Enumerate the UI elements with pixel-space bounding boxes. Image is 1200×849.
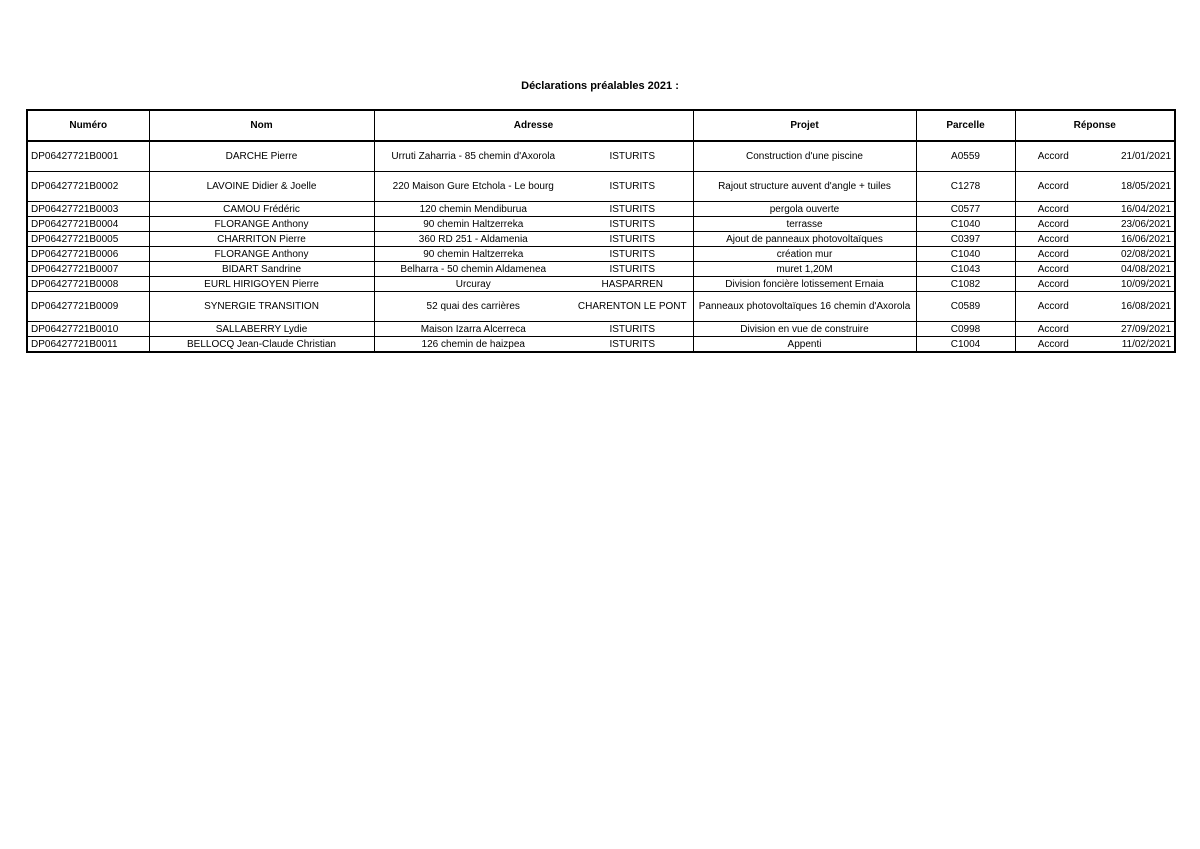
- cell-projet: Rajout structure auvent d'angle + tuiles: [693, 172, 916, 202]
- cell-adresse: 90 chemin Haltzerreka: [374, 217, 572, 232]
- cell-date: 16/06/2021: [1091, 232, 1175, 247]
- cell-nom: FLORANGE Anthony: [149, 217, 374, 232]
- cell-commune: ISTURITS: [572, 141, 693, 172]
- cell-date: 04/08/2021: [1091, 262, 1175, 277]
- cell-date: 16/04/2021: [1091, 202, 1175, 217]
- cell-adresse: Maison Izarra Alcerreca: [374, 322, 572, 337]
- header-reponse: Réponse: [1015, 110, 1175, 141]
- cell-numero: DP06427721B0007: [27, 262, 149, 277]
- cell-projet: Appenti: [693, 337, 916, 353]
- cell-numero: DP06427721B0008: [27, 277, 149, 292]
- cell-nom: EURL HIRIGOYEN Pierre: [149, 277, 374, 292]
- cell-numero: DP06427721B0002: [27, 172, 149, 202]
- cell-numero: DP06427721B0009: [27, 292, 149, 322]
- cell-adresse: 360 RD 251 - Aldamenia: [374, 232, 572, 247]
- cell-numero: DP06427721B0011: [27, 337, 149, 353]
- cell-date: 10/09/2021: [1091, 277, 1175, 292]
- cell-numero: DP06427721B0001: [27, 141, 149, 172]
- cell-parcelle: C0998: [916, 322, 1015, 337]
- header-parcelle: Parcelle: [916, 110, 1015, 141]
- cell-parcelle: C1004: [916, 337, 1015, 353]
- cell-parcelle: C0589: [916, 292, 1015, 322]
- cell-date: 16/08/2021: [1091, 292, 1175, 322]
- table-header-row: [27, 110, 1175, 141]
- cell-nom: CAMOU Frédéric: [149, 202, 374, 217]
- cell-projet: pergola ouverte: [693, 202, 916, 217]
- cell-numero: DP06427721B0003: [27, 202, 149, 217]
- cell-adresse: Belharra - 50 chemin Aldamenea: [374, 262, 572, 277]
- cell-nom: BIDART Sandrine: [149, 262, 374, 277]
- cell-decision: Accord: [1015, 172, 1091, 202]
- table-row: [27, 202, 1175, 217]
- cell-date: 21/01/2021: [1091, 141, 1175, 172]
- table-row: [27, 141, 1175, 172]
- cell-commune: ISTURITS: [572, 247, 693, 262]
- cell-projet: Division en vue de construire: [693, 322, 916, 337]
- header-adresse: Adresse: [374, 110, 693, 141]
- cell-decision: Accord: [1015, 141, 1091, 172]
- cell-commune: HASPARREN: [572, 277, 693, 292]
- table-row: [27, 262, 1175, 277]
- cell-nom: CHARRITON Pierre: [149, 232, 374, 247]
- cell-decision: Accord: [1015, 322, 1091, 337]
- table-row: [27, 277, 1175, 292]
- cell-nom: LAVOINE Didier & Joelle: [149, 172, 374, 202]
- table-row: [27, 322, 1175, 337]
- cell-parcelle: C1278: [916, 172, 1015, 202]
- header-numero: Numéro: [27, 110, 149, 141]
- cell-parcelle: C1082: [916, 277, 1015, 292]
- declarations-table: [26, 109, 1176, 353]
- cell-adresse: 52 quai des carrières: [374, 292, 572, 322]
- cell-adresse: 120 chemin Mendiburua: [374, 202, 572, 217]
- cell-projet: création mur: [693, 247, 916, 262]
- cell-date: 11/02/2021: [1091, 337, 1175, 353]
- cell-nom: FLORANGE Anthony: [149, 247, 374, 262]
- cell-projet: muret 1,20M: [693, 262, 916, 277]
- table-row: [27, 247, 1175, 262]
- cell-commune: ISTURITS: [572, 202, 693, 217]
- cell-commune: CHARENTON LE PONT: [572, 292, 693, 322]
- cell-adresse: 220 Maison Gure Etchola - Le bourg: [374, 172, 572, 202]
- cell-commune: ISTURITS: [572, 232, 693, 247]
- cell-parcelle: C0577: [916, 202, 1015, 217]
- table-row: [27, 217, 1175, 232]
- cell-projet: Panneaux photovoltaïques 16 chemin d'Axorola: [693, 292, 916, 322]
- cell-decision: Accord: [1015, 337, 1091, 353]
- cell-adresse: Urcuray: [374, 277, 572, 292]
- cell-parcelle: C0397: [916, 232, 1015, 247]
- document-title: Déclarations préalables 2021 :: [521, 80, 679, 92]
- cell-adresse: Urruti Zaharria - 85 chemin d'Axorola: [374, 141, 572, 172]
- table-row: [27, 292, 1175, 322]
- cell-decision: Accord: [1015, 247, 1091, 262]
- cell-parcelle: A0559: [916, 141, 1015, 172]
- cell-nom: SYNERGIE TRANSITION: [149, 292, 374, 322]
- cell-adresse: 126 chemin de haizpea: [374, 337, 572, 353]
- cell-numero: DP06427721B0004: [27, 217, 149, 232]
- table-row: [27, 337, 1175, 353]
- cell-date: 27/09/2021: [1091, 322, 1175, 337]
- cell-projet: terrasse: [693, 217, 916, 232]
- cell-parcelle: C1043: [916, 262, 1015, 277]
- cell-decision: Accord: [1015, 277, 1091, 292]
- cell-commune: ISTURITS: [572, 337, 693, 353]
- cell-decision: Accord: [1015, 292, 1091, 322]
- cell-projet: Construction d'une piscine: [693, 141, 916, 172]
- header-projet: Projet: [693, 110, 916, 141]
- cell-nom: SALLABERRY Lydie: [149, 322, 374, 337]
- cell-commune: ISTURITS: [572, 172, 693, 202]
- cell-decision: Accord: [1015, 217, 1091, 232]
- cell-numero: DP06427721B0005: [27, 232, 149, 247]
- cell-decision: Accord: [1015, 202, 1091, 217]
- cell-nom: DARCHE Pierre: [149, 141, 374, 172]
- cell-commune: ISTURITS: [572, 217, 693, 232]
- cell-parcelle: C1040: [916, 217, 1015, 232]
- cell-numero: DP06427721B0006: [27, 247, 149, 262]
- cell-decision: Accord: [1015, 262, 1091, 277]
- cell-decision: Accord: [1015, 232, 1091, 247]
- table-row: [27, 232, 1175, 247]
- cell-nom: BELLOCQ Jean-Claude Christian: [149, 337, 374, 353]
- cell-adresse: 90 chemin Haltzerreka: [374, 247, 572, 262]
- cell-projet: Division foncière lotissement Ernaia: [693, 277, 916, 292]
- cell-date: 23/06/2021: [1091, 217, 1175, 232]
- cell-commune: ISTURITS: [572, 322, 693, 337]
- table-row: [27, 172, 1175, 202]
- cell-commune: ISTURITS: [572, 262, 693, 277]
- cell-numero: DP06427721B0010: [27, 322, 149, 337]
- header-nom: Nom: [149, 110, 374, 141]
- cell-date: 02/08/2021: [1091, 247, 1175, 262]
- cell-date: 18/05/2021: [1091, 172, 1175, 202]
- cell-projet: Ajout de panneaux photovoltaïques: [693, 232, 916, 247]
- cell-parcelle: C1040: [916, 247, 1015, 262]
